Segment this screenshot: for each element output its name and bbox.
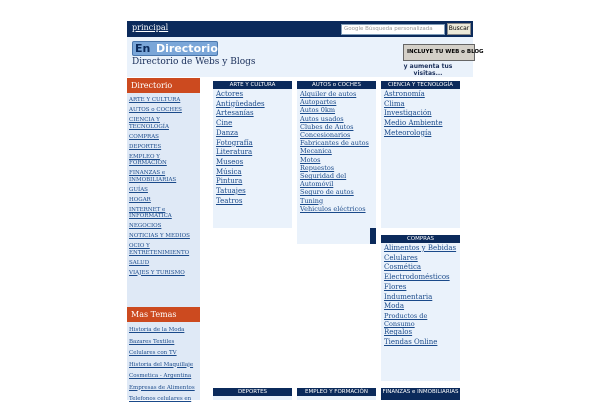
topic-link[interactable]: Historia del Maquillaje <box>129 361 194 368</box>
category-title-arte[interactable]: ARTE Y CULTURA <box>213 81 292 89</box>
category-link[interactable]: Vehiculos eléctricos <box>300 204 366 213</box>
top-nav-bar <box>127 21 473 37</box>
category-link[interactable]: Moda <box>384 302 405 311</box>
category-link[interactable]: Alquiler de autos <box>300 90 357 98</box>
category-link[interactable]: Pintura <box>216 177 243 186</box>
category-link[interactable]: Productos de Consumo <box>384 311 428 329</box>
logo-en-text: En <box>135 42 151 55</box>
sidebar-item-hogar[interactable]: HOGAR <box>129 196 151 203</box>
category-title-ciencia[interactable]: CIENCIA Y TECNOLOGÍA <box>381 81 460 89</box>
sidebar-heading-mas-temas: Mas Temas <box>127 307 200 322</box>
sidebar-item-negocios[interactable]: NEGOCIOS <box>129 223 162 229</box>
category-link[interactable]: Autos usados <box>300 114 344 123</box>
sidebar-item-compras[interactable]: COMPRAS <box>129 133 159 140</box>
category-title-compras[interactable]: COMPRAS <box>381 235 460 243</box>
sidebar-item-noticias[interactable]: NOTICIAS Y MEDIOS <box>129 233 190 239</box>
sidebar-item-deportes[interactable]: DEPORTES <box>129 143 162 150</box>
category-link[interactable]: Clubes de Autos <box>300 122 354 131</box>
sidebar <box>127 78 200 400</box>
category-link[interactable]: Repuestos <box>300 163 335 172</box>
category-box-empleo <box>297 388 376 400</box>
category-link[interactable]: Electrodomésticos <box>384 273 450 282</box>
category-link[interactable]: Meteorología <box>384 128 432 137</box>
topic-link[interactable]: Empresas de Alimentos <box>129 384 195 391</box>
category-link[interactable]: Motos <box>300 155 321 164</box>
category-link[interactable]: Antigüedades <box>216 99 265 108</box>
category-link[interactable]: Regalos <box>384 328 413 337</box>
category-box-finanzas <box>381 388 460 400</box>
sidebar-item-ciencia[interactable]: CIENCIA Y TECNOLOGÍA <box>129 117 169 130</box>
category-link[interactable]: Museos <box>216 157 244 166</box>
category-box-autos <box>297 81 376 244</box>
category-link[interactable]: Tiendas Online <box>384 338 438 347</box>
category-link[interactable]: Indumentaria <box>384 292 433 301</box>
home-link[interactable]: principal <box>132 23 169 32</box>
site-logo[interactable] <box>132 41 218 56</box>
sidebar-item-guias[interactable]: GUÍAS <box>129 186 148 193</box>
promo-subtext: y aumenta tus visitas... <box>403 63 453 77</box>
site-header <box>127 37 484 77</box>
category-link[interactable]: Danza <box>216 128 239 137</box>
category-link[interactable]: Artesanías <box>216 109 254 118</box>
topic-link[interactable]: Celulares con TV <box>129 350 177 356</box>
sidebar-item-finanzas[interactable]: FINANZAS e INMOBILIARIAS <box>129 170 177 183</box>
category-link[interactable]: Fotografía <box>216 138 253 147</box>
category-link[interactable]: Alimentos y Bebidas <box>384 244 457 252</box>
category-link[interactable]: Autopartes <box>300 98 337 107</box>
category-link[interactable]: Celulares <box>384 253 418 262</box>
sidebar-topics-list <box>129 327 195 408</box>
sidebar-heading-directorio: Directorio <box>127 78 200 93</box>
topic-link[interactable]: Bazares Textiles <box>129 338 175 345</box>
sidebar-item-internet[interactable]: INTERNET e INFORMÁTICA <box>129 206 172 219</box>
category-link[interactable]: Autos 0km <box>300 106 336 115</box>
category-link[interactable]: Tuning <box>300 196 324 205</box>
search-button[interactable]: Buscar <box>447 23 471 35</box>
category-link[interactable]: Fabricantes de autos <box>300 139 369 148</box>
autos-box-scroll-accent <box>370 228 376 244</box>
sidebar-item-arte[interactable]: ARTE Y CULTURA <box>129 97 181 103</box>
category-link[interactable]: Seguro de autos <box>300 188 354 197</box>
category-link[interactable]: Literatura <box>216 148 253 157</box>
topic-link[interactable]: Cosmetica - Argentina <box>129 373 192 379</box>
category-link[interactable]: Astronomía <box>384 90 425 98</box>
category-link[interactable]: Flores <box>384 282 407 291</box>
category-title-autos[interactable]: AUTOS o COCHES <box>297 81 376 89</box>
sidebar-directory-list <box>127 93 200 276</box>
sidebar-item-empleo[interactable]: EMPLEO Y FORMACIÓN <box>129 153 167 166</box>
category-link[interactable]: Cine <box>216 119 233 128</box>
category-link[interactable]: Teatros <box>216 196 243 205</box>
search-input[interactable]: Google Búsqueda personalizada <box>341 24 445 35</box>
category-link[interactable]: Medio Ambiente <box>384 119 443 128</box>
category-link[interactable]: Concesionarios <box>300 131 351 140</box>
category-box-deportes <box>213 388 292 400</box>
sidebar-item-salud[interactable]: SALUD <box>129 259 150 266</box>
topic-link[interactable]: Telefonos celulares en <box>129 396 192 402</box>
category-link[interactable]: Investigación <box>384 109 432 118</box>
category-link[interactable]: Cosmética <box>384 263 422 272</box>
category-title-empleo[interactable]: EMPLEO Y FORMACIÓN <box>297 388 376 396</box>
topic-link[interactable]: Historia de la Moda <box>129 327 185 333</box>
site-tagline: Directorio de Webs y Blogs <box>132 57 256 67</box>
category-title-deportes[interactable]: DEPORTES <box>213 388 292 396</box>
sidebar-item-ocio[interactable]: OCIO Y ENTRETENIMIENTO <box>129 243 190 256</box>
category-link[interactable]: Clima <box>384 99 405 108</box>
category-box-compras <box>381 235 460 381</box>
sidebar-item-autos[interactable]: AUTOS o COCHES <box>129 107 182 113</box>
category-link[interactable]: Seguridad del Automóvil <box>300 172 347 189</box>
category-link[interactable]: Actores <box>216 90 244 98</box>
category-link[interactable]: Tatuajes <box>216 187 246 196</box>
category-box-arte <box>213 81 292 228</box>
category-link[interactable]: Música <box>216 167 242 176</box>
sidebar-item-viajes[interactable]: VIAJES Y TURISMO <box>129 269 185 276</box>
category-box-ciencia <box>381 81 460 228</box>
add-site-button[interactable]: INCLUYE TU WEB o BLOG <box>403 44 475 61</box>
category-title-finanzas[interactable]: FINANZAS e INMOBILIARIAS <box>381 388 460 400</box>
category-link[interactable]: Mecanica <box>300 147 332 156</box>
logo-directorio-text: Directorio <box>156 42 218 55</box>
